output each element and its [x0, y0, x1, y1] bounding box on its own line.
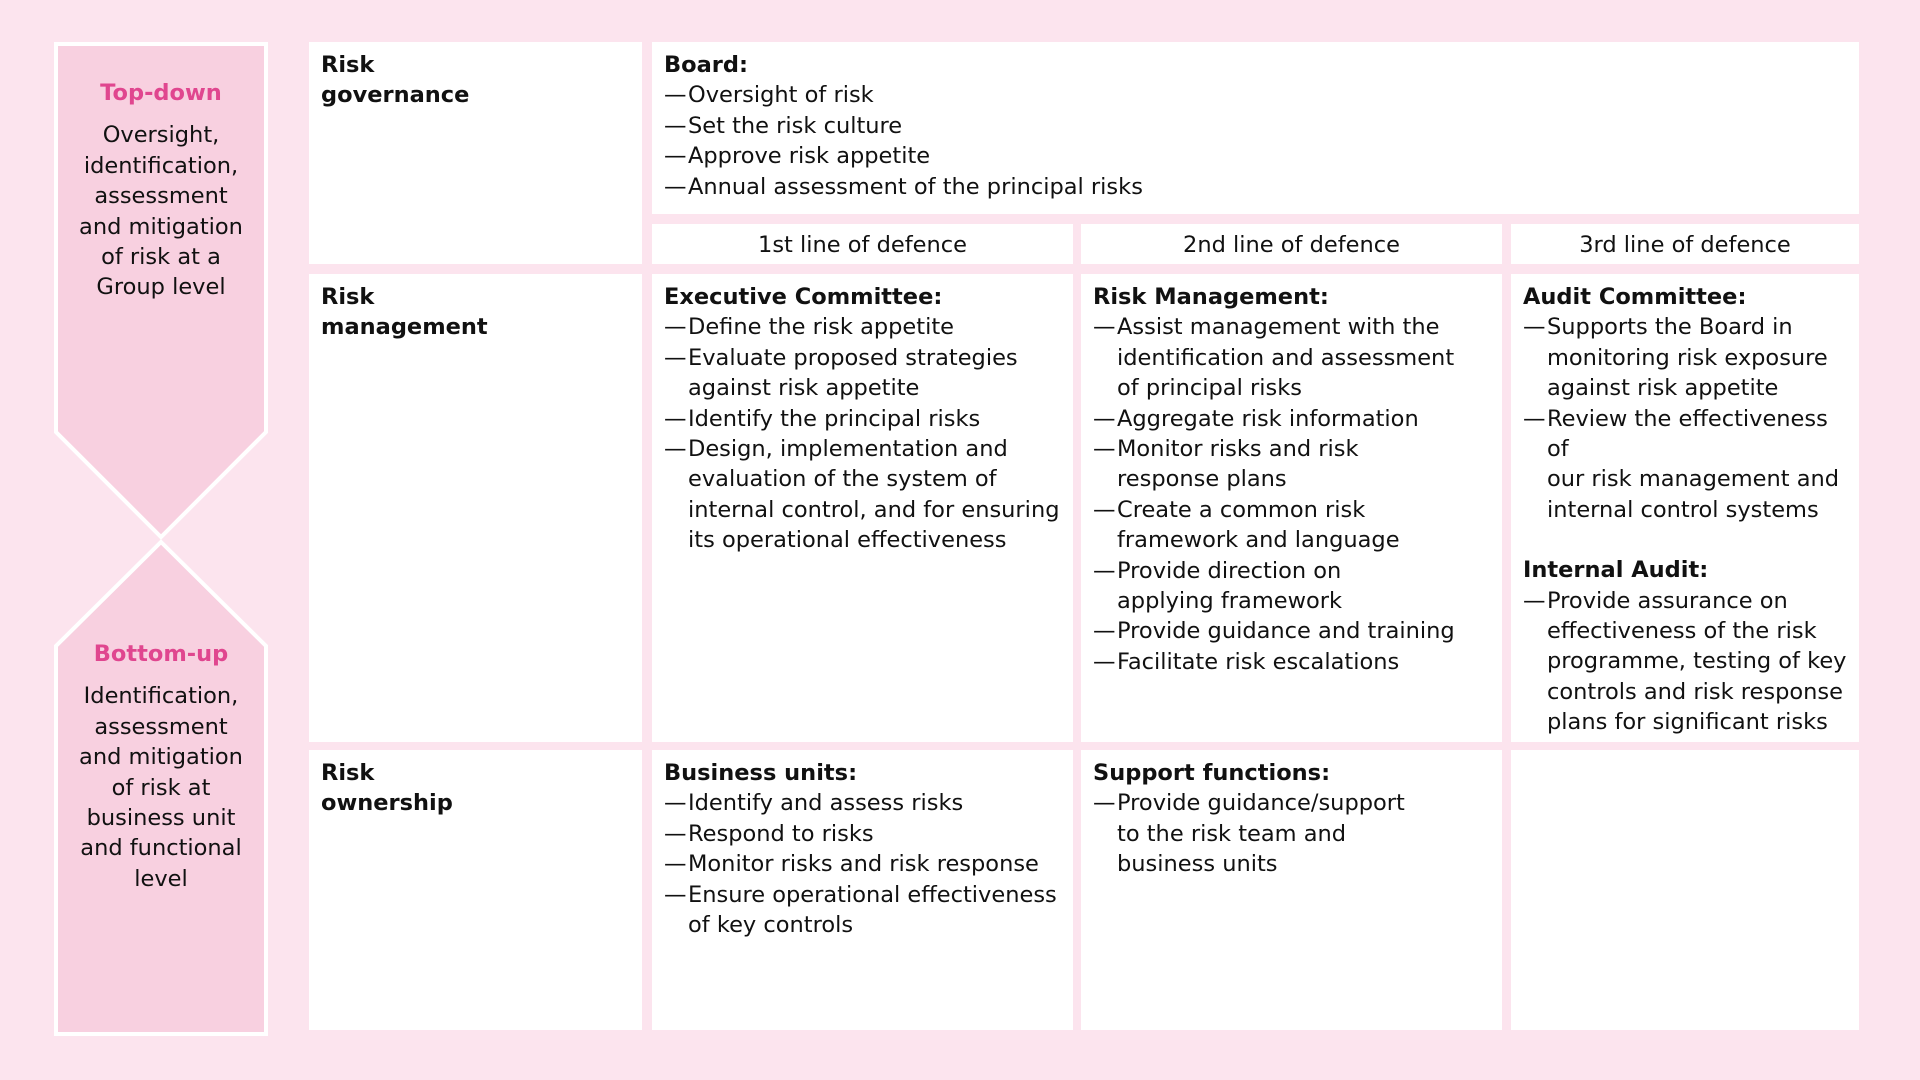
list-item: — Monitor risks and risk response plans — [1093, 434, 1490, 495]
list-item: — Create a common risk framework and language — [1093, 495, 1490, 556]
top-down-text: Oversight, identification, assessment and mitigation of risk at a Group level — [79, 122, 243, 301]
executive-committee-title: Executive Committee: — [664, 284, 943, 310]
list-item: — Ensure operational effectiveness of key controls — [664, 880, 1061, 941]
header-third-line: 3rd line of defence — [1511, 224, 1859, 264]
risk-management-list — [1093, 312, 1490, 677]
top-down-heading: Top-down — [100, 80, 222, 106]
list-item: — Assist management with the identification and assessment of principal risks — [1093, 312, 1490, 403]
support-functions-cell — [1081, 750, 1502, 1030]
list-item: — Evaluate proposed strategies against risk appetite — [664, 343, 1061, 404]
list-item: — Monitor risks and risk response — [664, 849, 1061, 879]
list-item: — Set the risk culture — [664, 111, 1847, 141]
support-functions-title: Support functions: — [1093, 760, 1331, 786]
executive-committee-cell — [652, 274, 1073, 742]
list-item: — Annual assessment of the principal risks — [664, 172, 1847, 202]
business-units-title: Business units: — [664, 760, 858, 786]
board-title: Board: — [664, 52, 748, 78]
top-down-block — [54, 78, 268, 303]
support-functions-list — [1093, 788, 1490, 879]
row-label-governance: Risk governance — [309, 42, 642, 264]
internal-audit-title: Internal Audit: — [1523, 557, 1709, 584]
audit-cell — [1511, 274, 1859, 742]
empty-cell — [1511, 750, 1859, 1030]
board-cell — [652, 42, 1859, 214]
business-units-list — [664, 788, 1061, 940]
list-item: — Approve risk appetite — [664, 141, 1847, 171]
list-item: — Aggregate risk information — [1093, 404, 1490, 434]
list-item: — Provide guidance and training — [1093, 616, 1490, 646]
risk-management-title: Risk Management: — [1093, 284, 1329, 310]
list-item: — Design, implementation and evaluation of the system of internal control, and for ensuring its operational effectiveness — [664, 434, 1061, 556]
internal-audit-list — [1523, 586, 1847, 738]
bottom-up-text: Identification, assessment and mitigation of risk at business unit and functional level — [79, 683, 243, 892]
list-item: — Review the effectiveness of our risk management and internal control systems — [1523, 404, 1847, 526]
board-list — [664, 80, 1847, 202]
business-units-cell — [652, 750, 1073, 1030]
row-label-management: Risk management — [309, 274, 642, 742]
audit-committee-title: Audit Committee: — [1523, 284, 1747, 310]
list-item: — Facilitate risk escalations — [1093, 647, 1490, 677]
row-label-ownership: Risk ownership — [309, 750, 642, 1030]
list-item: — Supports the Board in monitoring risk exposure against risk appetite — [1523, 312, 1847, 403]
header-first-line: 1st line of defence — [652, 224, 1073, 264]
list-item: — Respond to risks — [664, 819, 1061, 849]
executive-committee-list — [664, 312, 1061, 555]
bottom-up-heading: Bottom-up — [93, 641, 229, 667]
list-item: — Identify the principal risks — [664, 404, 1061, 434]
list-item: — Provide guidance/support to the risk team and business units — [1093, 788, 1490, 879]
list-item: — Oversight of risk — [664, 80, 1847, 110]
bottom-up-block — [54, 639, 268, 894]
risk-management-cell — [1081, 274, 1502, 742]
header-second-line: 2nd line of defence — [1081, 224, 1502, 264]
spacer — [1523, 525, 1847, 555]
list-item: — Provide direction on applying framework — [1093, 556, 1490, 617]
direction-panel — [54, 42, 268, 1036]
audit-committee-list — [1523, 312, 1847, 525]
list-item: — Define the risk appetite — [664, 312, 1061, 342]
list-item: — Identify and assess risks — [664, 788, 1061, 818]
list-item: — Provide assurance on effectiveness of the risk programme, testing of key controls and risk response plans for significant risks — [1523, 586, 1847, 738]
